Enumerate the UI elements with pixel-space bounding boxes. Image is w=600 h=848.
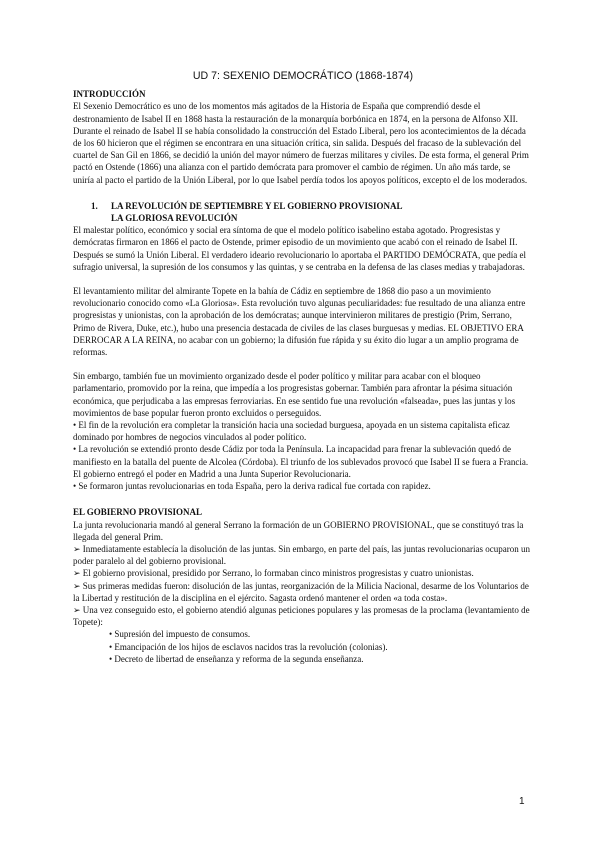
gobierno-subitem: • Decreto de libertad de enseñanza y reforma de la segunda enseñanza. [109, 653, 364, 664]
gobierno-heading: EL GOBIERNO PROVISIONAL [73, 507, 203, 518]
gobierno-subitem: • Supresión del impuesto de consumos. [109, 629, 251, 640]
intro-paragraph-2: Durante el reinado de Isabel II se había consolidado la construcción del Estado Liberal, pero los acontecimientos de la década de los 60 hicieron que el régimen se encontrara en una situación crítica, sin salida. Después del fracaso de la sublevación del cuartel de San Gil en 1866, se decidió la unión del mayor número de fuerzas militares y civiles. De esta forma, el general Prim pactó en Ostende (1866) una alianza con el partido demócrata para promover el cambio de régimen. Un año más tarde, se uniría al pacto el partido de la Unión Liberal, por lo que Isabel perdía todos los apoyos políticos, excepto el de los moderados. [73, 125, 529, 185]
page-number: 1 [519, 796, 525, 807]
section-1-bullet: • El fin de la revolución era completar la transición hacia una sociedad burguesa, apoyada en un sistema capitalista eficaz dominado por hombres de negocios vinculados al poder político. [73, 420, 510, 443]
intro-heading: INTRODUCCIÓN [73, 89, 146, 100]
section-1-subheading: LA GLORIOSA REVOLUCIÓN [111, 213, 238, 224]
document-title: UD 7: SEXENIO DEMOCRÁTICO (1868-1874) [192, 70, 414, 82]
section-1-bullet: • Se formaron juntas revolucionarias en toda España, pero la deriva radical fue cortada con rapidez. [73, 481, 431, 492]
gobierno-sublist [109, 628, 533, 665]
section-1-bullet: • La revolución se extendió pronto desde Cádiz por toda la Península. La incapacidad para frenar la sublevación quedó de manifiesto en la batalla del puente de Alcolea (Córdoba). El triunfo de los sublevados provocó que Isabel II se fuera a Francia. El gobierno entregó el poder en Madrid a una Junta Superior Revolucionaria. [73, 444, 529, 479]
gobierno-item: ➢ Una vez conseguido esto, el gobierno atendió algunas peticiones populares y las promesas de la proclama (levantamiento de Topete): [73, 604, 530, 628]
gobierno-subitem: • Emancipación de los hijos de esclavos nacidos tras la revolución (colonias). [109, 641, 388, 652]
section-1-paragraph-3: Sin embargo, también fue un movimiento organizado desde el poder político y militar para acabar con el bloqueo parlamentario, promovido por la reina, que impedía a los progresistas gobernar. También para afrontar la pésima situación económica, que perjudicaba a las empresas ferroviarias. En ese sentido fue una revolución «falseada», pues las juntas y los movimientos de base popular fueron pronto excluidos o perseguidos. [73, 371, 516, 418]
section-1-paragraph-2: El levantamiento militar del almirante Topete en la bahía de Cádiz en septiembre de 1868 dio paso a un movimiento revolucionario conocido como «La Gloriosa». Esta revolución tuvo algunas peculiaridades: fue resultado de una alianza entre progresistas y unionistas, con la aprobación de los demócratas; aunque intervinieron militares de prestigio (Prim, Serrano, Primo de Rivera, Duke, etc.), hubo una presencia destacada de civiles de las clases burguesas y medias. EL OBJETIVO ERA DERROCAR A LA REINA, no acabar con un gobierno; la difusión fue rápida y su éxito dio lugar a un amplio programa de reformas. [73, 286, 526, 358]
gobierno-item: ➢ El gobierno provisional, presidido por Serrano, lo formaban cinco ministros progresistas y cuatro unionistas. [73, 568, 474, 579]
document-body [73, 70, 533, 665]
section-1-number: 1. [91, 200, 98, 211]
gobierno-paragraph-1: La junta revolucionaria mandó al general Serrano la formación de un GOBIERNO PROVISIONAL, que se constituyó tras la llegada del general Prim. [73, 519, 524, 542]
section-1-title: LA REVOLUCIÓN DE SEPTIEMBRE Y EL GOBIERNO PROVISIONAL [111, 200, 403, 211]
section-1-paragraph-1: El malestar político, económico y social era síntoma de que el modelo político isabelino estaba agotado. Progresistas y demócratas firmaron en 1866 el pacto de Ostende, primer episodio de un movimiento que acabó con el reinado de Isabel II. Después se sumó la Unión Liberal. El verdadero ideario revolucionario lo aportaba el PARTIDO DEMÓCRATA, que pedía el sufragio universal, la supresión de los consumos y las quintas, y se centraba en la defensa de las clases medias y trabajadoras. [73, 225, 527, 272]
section-1-heading [73, 200, 533, 212]
gobierno-item: ➢ Inmediatamente establecía la disolución de las juntas. Sin embargo, en parte del país, las juntas revolucionarias ocuparon un poder paralelo al del gobierno provisional. [73, 543, 530, 567]
intro-paragraph-1: El Sexenio Democrático es uno de los momentos más agitados de la Historia de España que comprendió desde el destronamiento de Isabel II en 1868 hasta la restauración de la monarquía borbónica en 1874, en la persona de Alfonso XII. [73, 101, 518, 124]
gobierno-item: ➢ Sus primeras medidas fueron: disolución de las juntas, reorganización de la Milicia Nacional, desarme de los Voluntarios de la Libertad y restitución de la disciplina en el ejército. Sagasta ordenó mantener el orden «a toda costa». [73, 580, 529, 603]
